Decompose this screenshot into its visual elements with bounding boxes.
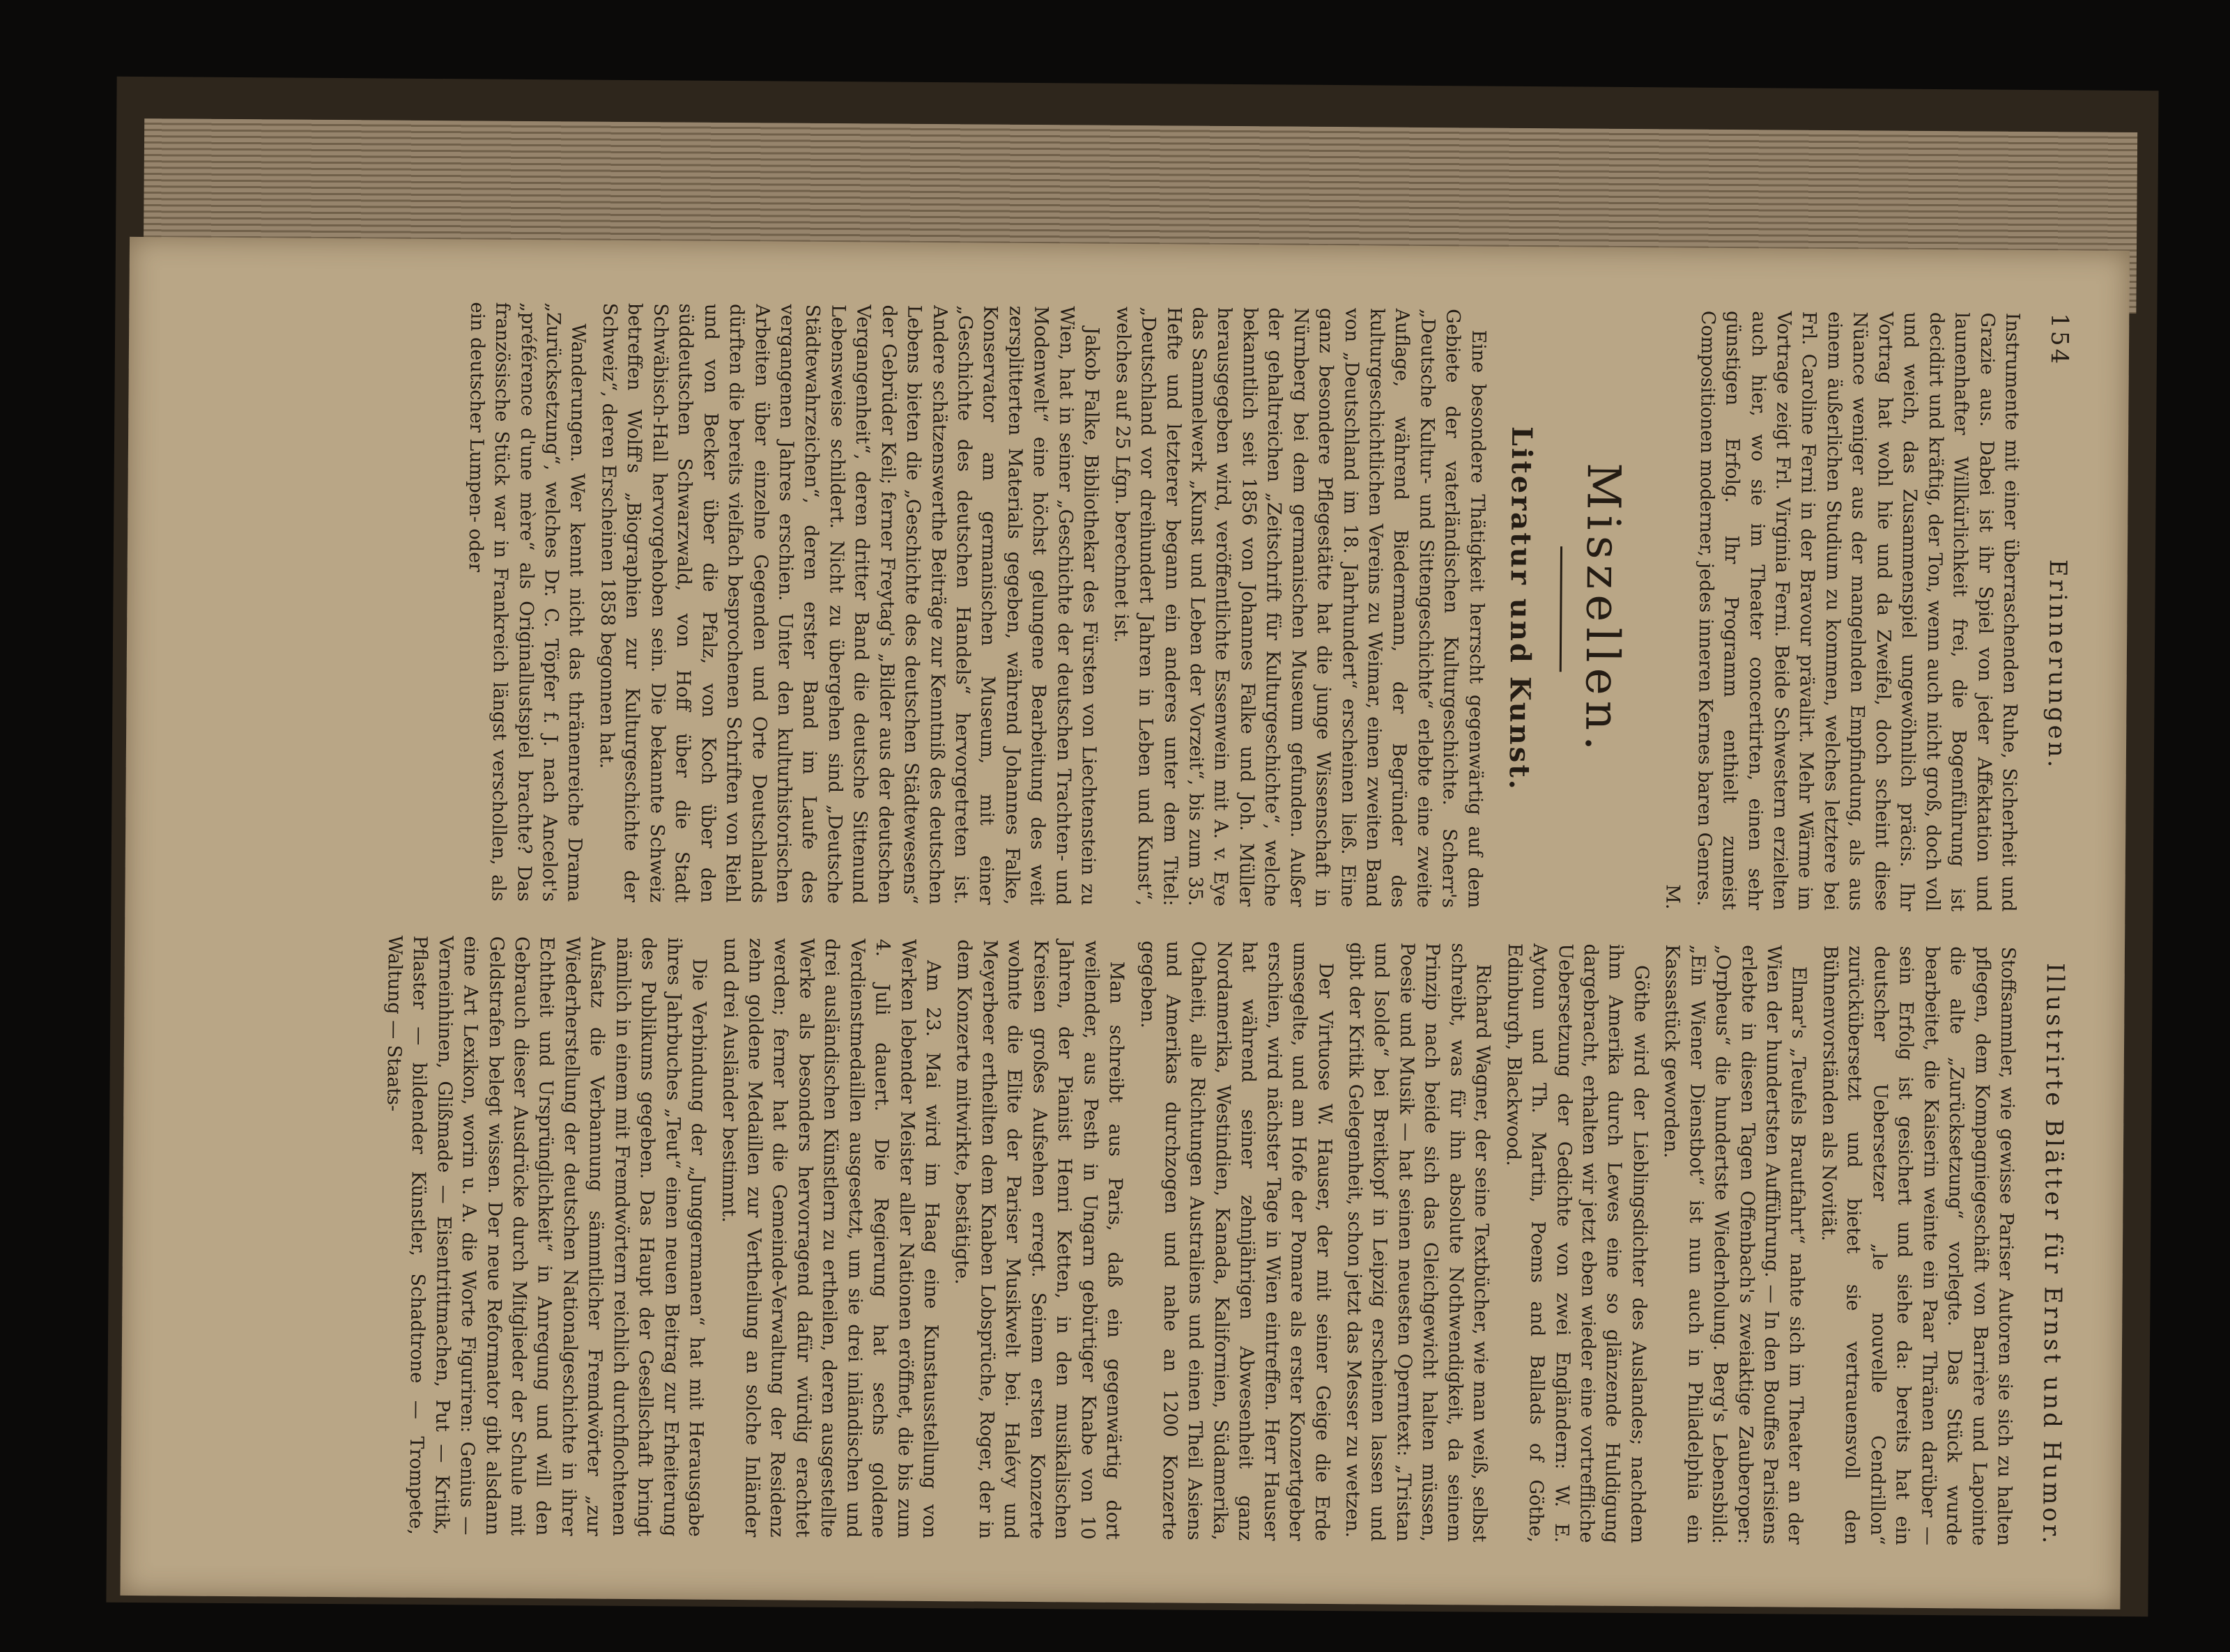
book-page	[120, 237, 2130, 1609]
paragraph: Am 23. Mai wird im Haag eine Kunstausstellung von Werken lebender Meister aller Nationen eröffnet, die bis zum 4. Juli dauert. Die Regierung hat sechs goldene Verdienstmedaillen ausgesetzt, um sie drei inländischen und drei ausländischen Künstlern zu ertheilen, deren ausgestellte Werke als besonders hervorragend dafür würdig erachtet werden; ferner hat die Gemeinde-Verwaltung der Residenz zehn goldene Medaillen zur Vertheilung an solche Inländer und drei Ausländer bestimmt.	[717, 937, 944, 1539]
paragraph-music-review: Instrumente mit einer überraschenden Ruhe, Sicherheit und Grazie aus. Dabei ist ihr Spiel von jeder Affektation und launenhafter Willkürlichkeit frei, die Bogenführung ist decidirt und kräftig, der Ton, wenn auch nicht groß, doch voll und weich, das Zusammenspiel ungewöhnlich präcis. Ihr Vortrag hat wohl hie und da Zweifel, doch scheint diese Nüance weniger aus der mangelnden Empfindung, als aus einem äußerlichen Studium zu kommen, welches letztere bei Frl. Caroline Ferni in der Bravour prävalirt. Mehr Wärme im Vortrage zeigt Frl. Virginia Ferni. Beide Schwestern erzielten auch hier, wo sie im Theater concertirten, einen sehr günstigen Erfolg. Ihr Programm enthielt zumeist Compositionen moderner, jedes inneren Kernes baren Genres.	[1693, 310, 2024, 912]
paragraph: Man schreibt aus Paris, daß ein gegenwärtig dort weilender, aus Pesth in Ungarn gebürtiger Knabe von 10 Jahren, der Pianist Henri Ketten, in den musikalischen Kreisen großes Aufsehen erregt. Seinem ersten Konzerte wohnte die Elite der Pariser Musikwelt bei. Halévy und Meyerbeer ertheilten dem Knaben Lobsprüche, Roger, der in dem Konzerte mitwirkte, bestätigte.	[951, 939, 1128, 1540]
paragraph: Der Virtuose W. Hauser, der mit seiner Geige die Erde umsegelte, und am Hofe der Pomare als erster Konzertgeber erschien, wird nächster Tage in Wien eintreffen. Herr Hauser hat während seiner zehnjährigen Abwesenheit ganz Nordamerika, Westindien, Kanada, Kalifornien, Südamerika, Otaheiti, alle Richtungen Australiens und einen Theil Asiens und Amerikas durchzogen und nahe an 1200 Konzerte gegeben.	[1136, 941, 1337, 1542]
running-title-left: Erinnerungen.	[2042, 559, 2072, 771]
paragraph: Richard Wagner, der seine Textbücher, wie man weiß, selbst schreibt, was für ihn absolute Nothwendigkeit, da seinem Prinzip nach beide sich das Gleichgewicht halten müssen, Poesie und Musik — hat seinen neuesten Operntext: „Tristan und Isolde“ bei Breitkopf in Leipzig erscheinen lassen und gibt der Kritik Gelegenheit, schon jetzt das Messer zu wetzen.	[1341, 942, 1495, 1543]
paragraph: Elmar's „Teufels Brautfahrt“ nahte sich im Theater an der Wien der hundertsten Aufführung. — In den Bouffes Parisiens erlebte in diesen Tagen Offenbach's zweiaktige Zauberoper: „Orpheus“ die hundertste Wiederholung. Berg's Lebensbild: „Ein Wiener Dienstbot“ ist nun auch in Philadelphia ein Kassastück geworden.	[1660, 944, 1810, 1545]
column-right	[190, 934, 2020, 1546]
page-content-rotated	[120, 237, 2130, 1609]
divider	[1560, 546, 1562, 672]
paragraph: Eine besondere Thätigkeit herrscht gegenwärtig auf dem Gebiete der vaterländischen Kulturgeschichte. Scherr's „Deutsche Kultur- und Sittengeschichte“ erlebte eine zweite Auflage, während Biedermann, der Begründer des kulturgeschichtlichen Vereins zu Weimar, einen zweiten Band von „Deutschland im 18. Jahrhundert“ erscheinen ließ. Eine ganz besondere Pflegestätte hat die junge Wissenschaft in Nürnberg bei dem germanischen Museum gefunden. Außer der gehaltreichen „Zeitschrift für Kulturgeschichte“, welche bekanntlich seit 1856 von Johannes Falke und Joh. Müller herausgegeben wird, veröffentlichte Essenwein mit A. v. Eye das Sammelwerk „Kunst und Leben der Vorzeit“, bis zum 35. Hefte und letzterer begann ein anderes unter dem Titel: „Deutschland vor dreihundert Jahren in Leben und Kunst“, welches auf 25 Lfgn. berechnet ist.	[1109, 306, 1489, 909]
paragraph: Die Verbindung der „Junggermanen“ hat mit Herausgabe ihres Jahrbuches „Teut“ einen neuen Beitrag zur Erheiterung des Publikums gegeben. Das Haupt der Gesellschaft bringt nämlich in einem mit Fremdwörtern reichlich durchflochtenen Aufsatz die Verbannung sämmtlicher Fremdwörter „zur Wiederherstellung der deutschen Nationalgeschichte in ihrer Echtheit und Ursprünglichkeit“ in Anregung und will den Gebrauch dieser Ausdrücke durch Mitglieder der Schule mit Geldstrafen belegt wissen. Der neue Reformator gibt alsdann eine Art Lexikon, worin u. A. die Worte Figuriren: Genius — Verneinhinen, Glißmade — Eisentrittmachen, Put — Kritik, Pflaster — bildender Künstler, Schadtrone — Trompete, Waltung — Staats-	[383, 935, 710, 1537]
open-book	[106, 77, 2158, 1616]
running-title-right: Illustrirte Blätter für Ernst und Humor.	[2037, 962, 2069, 1547]
page-number: 154	[2045, 313, 2074, 367]
page-header	[2030, 313, 2080, 1546]
section-title: Miszellen.	[1574, 462, 1631, 757]
paragraph: Göthe wird der Lieblingsdichter des Auslandes; nachdem ihm Amerika durch Lewes eine so glänzende Huldigung dargebracht, erhalten wir jetzt eben wieder eine vortreffliche Uebersetzung der Gedichte von zwei Engländern: W. E. Aytoun und Th. Martin, Poems and Ballads of Göthe, Edinburgh, Blackwood.	[1502, 943, 1652, 1544]
column-left	[194, 300, 2024, 912]
paragraph: Stoffsammler, wie gewisse Pariser Autoren sie sich zu halten pflegen, dem Kompagniegeschäft von Barrière und Lapointe die alte „Zurücksetzung“ vorlegte. Das Stück wurde bearbeitet, die Kaiserin weinte ein Paar Thränen darüber — sein Erfolg ist gesichert und siehe da: bereits hat ein deutscher Uebersetzer „le nouvelle Cendrillon“ zurückübersetzt und bietet sie vertrauensvoll den Bühnenvorständen als Novität.	[1817, 945, 2020, 1546]
paragraph: Wanderungen. Wer kennt nicht das thränenreiche Drama „Zurücksetzung“, welches Dr. C. Töpfer f. J. nach Ancelot's „préférence d'une mère“ als Originallustspiel brachte? Das französische Stück war in Frankreich längst verschollen, als ein deutscher Lumpen- oder	[464, 302, 590, 902]
subsection-title: Literatur und Kunst.	[1502, 426, 1539, 792]
signature: M.	[1661, 884, 1684, 910]
paragraph: Jakob Falke, Bibliothekar des Fürsten von Liechtenstein zu Wien, hat in seiner „Geschichte der deutschen Trachten- und Modenwelt“ eine höchst gelungene Bearbeitung des weit zersplitterten Materials gegeben, während Johannes Falke, Konservator am germanischen Museum, mit einer „Geschichte des deutschen Handels“ hervorgetreten ist. Andere schätzenswerthe Beiträge zur Kenntniß des deutschen Lebens bieten die „Geschichte des deutschen Städtewesens“ der Gebrüder Keil; ferner Freytag's „Bilder aus der deutschen Vergangenheit“, deren dritter Band die deutsche Sittenund Lebensweise schildert. Nicht zu übergehen sind „Deutsche Städtewahrzeichen“, deren erster Band im Laufe des vergangenen Jahres erschien. Unter den kulturhistorischen Arbeiten über einzelne Gegenden und Orte Deutschlands dürften die bereits vielfach besprochenen Schriften von Riehl und von Becker über die Pfalz, von Koch über den süddeutschen Schwarzwald, von Hoff über die Stadt Schwäbisch-Hall hervorgehoben sein. Die bekannte Schweiz betreffen Wolff's „Biographien zur Kulturgeschichte der Schweiz“, deren Erscheinen 1858 begonnen hat.	[595, 302, 1103, 906]
